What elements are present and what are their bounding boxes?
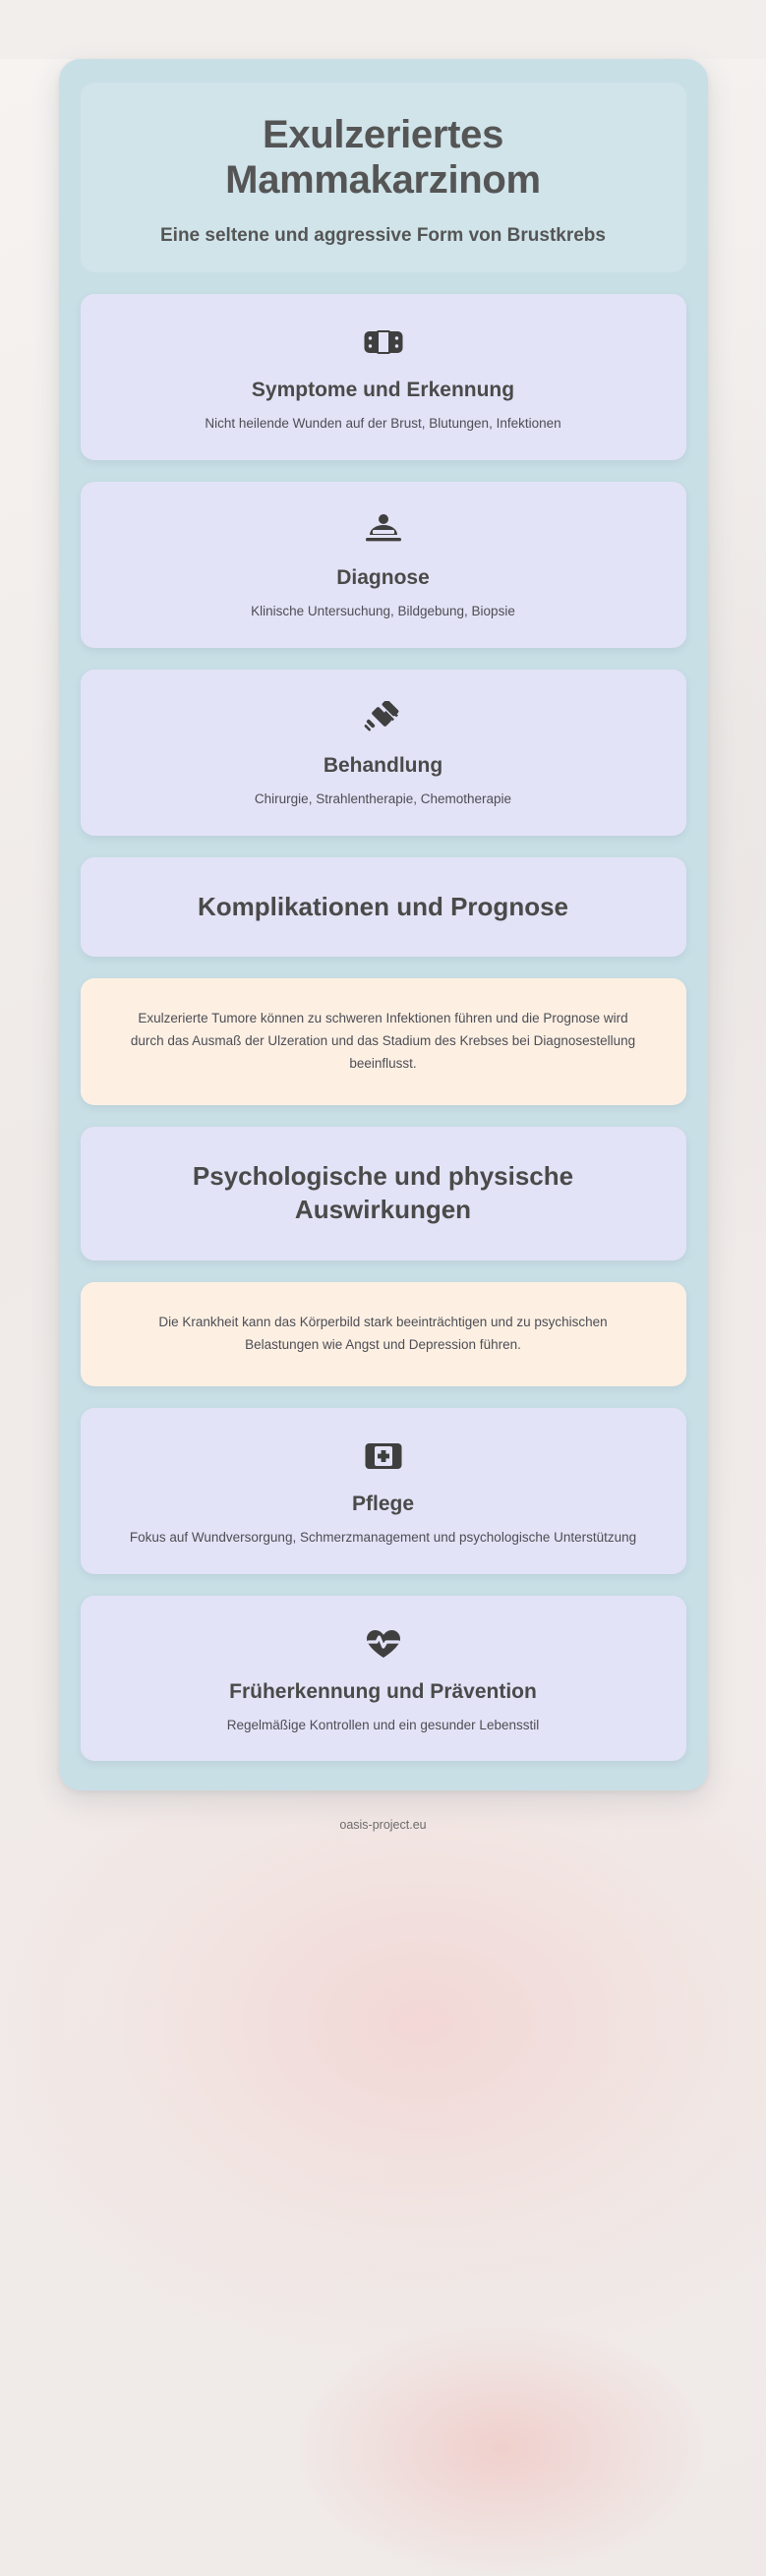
section-title: Früherkennung und Prävention: [229, 1679, 537, 1703]
section-card-behandlung: [81, 670, 686, 836]
infographic-panel: [59, 59, 708, 1790]
page-title: Exulzeriertes Mammakarzinom: [225, 113, 541, 203]
section-title: Pflege: [351, 1492, 415, 1515]
section-card-pflege: [81, 1408, 686, 1574]
footer-source: oasis-project.eu: [339, 1818, 427, 1833]
note-text: Exulzerierte Tumore können zu schweren Infektionen führen und die Prognose wird durch das Ausmaß der Ulzeration und das Stadium des Krebses bei Diagnosestellung beeinflusst.: [130, 1011, 636, 1072]
note-text: Die Krankheit kann das Körperbild stark beeinträchtigen und zu psychischen Belastungen wie Angst und Depression führen.: [158, 1314, 608, 1352]
banner-komplikationen: [81, 857, 686, 958]
note-komplikationen: [81, 978, 686, 1105]
note-psychologische-auswirkungen: [81, 1282, 686, 1386]
background-accent-glow: [295, 2320, 708, 2576]
section-description: Fokus auf Wundversorgung, Schmerzmanagement und psychologische Unterstützung: [129, 1529, 637, 1545]
section-title: Diagnose: [336, 565, 430, 589]
section-card-frueherkennung: [81, 1596, 686, 1762]
first-aid-kit-icon: [108, 1434, 659, 1479]
section-description: Nicht heilende Wunden auf der Brust, Blutungen, Infektionen: [205, 415, 561, 431]
section-description: Chirurgie, Strahlentherapie, Chemotherapie: [254, 790, 512, 806]
section-title: Symptome und Erkennung: [251, 378, 515, 401]
section-card-symptome: [81, 294, 686, 460]
banner-psychologische-auswirkungen: [81, 1127, 686, 1260]
syringe-icon: [108, 695, 659, 740]
section-description: Klinische Untersuchung, Bildgebung, Biopsie: [251, 603, 515, 618]
heartbeat-icon: [108, 1621, 659, 1667]
page-subtitle: Eine seltene und aggressive Form von Brustkrebs: [160, 224, 606, 246]
bandage-icon: [108, 320, 659, 365]
doctor-examination-icon: [108, 507, 659, 553]
banner-title: Komplikationen und Prognose: [197, 891, 568, 921]
section-card-diagnose: [81, 482, 686, 648]
section-title: Behandlung: [323, 753, 443, 777]
banner-title: Psychologische und physische Auswirkungen: [192, 1161, 574, 1224]
section-description: Regelmäßige Kontrollen und ein gesunder Lebensstil: [226, 1717, 540, 1732]
header-card: [81, 83, 686, 272]
